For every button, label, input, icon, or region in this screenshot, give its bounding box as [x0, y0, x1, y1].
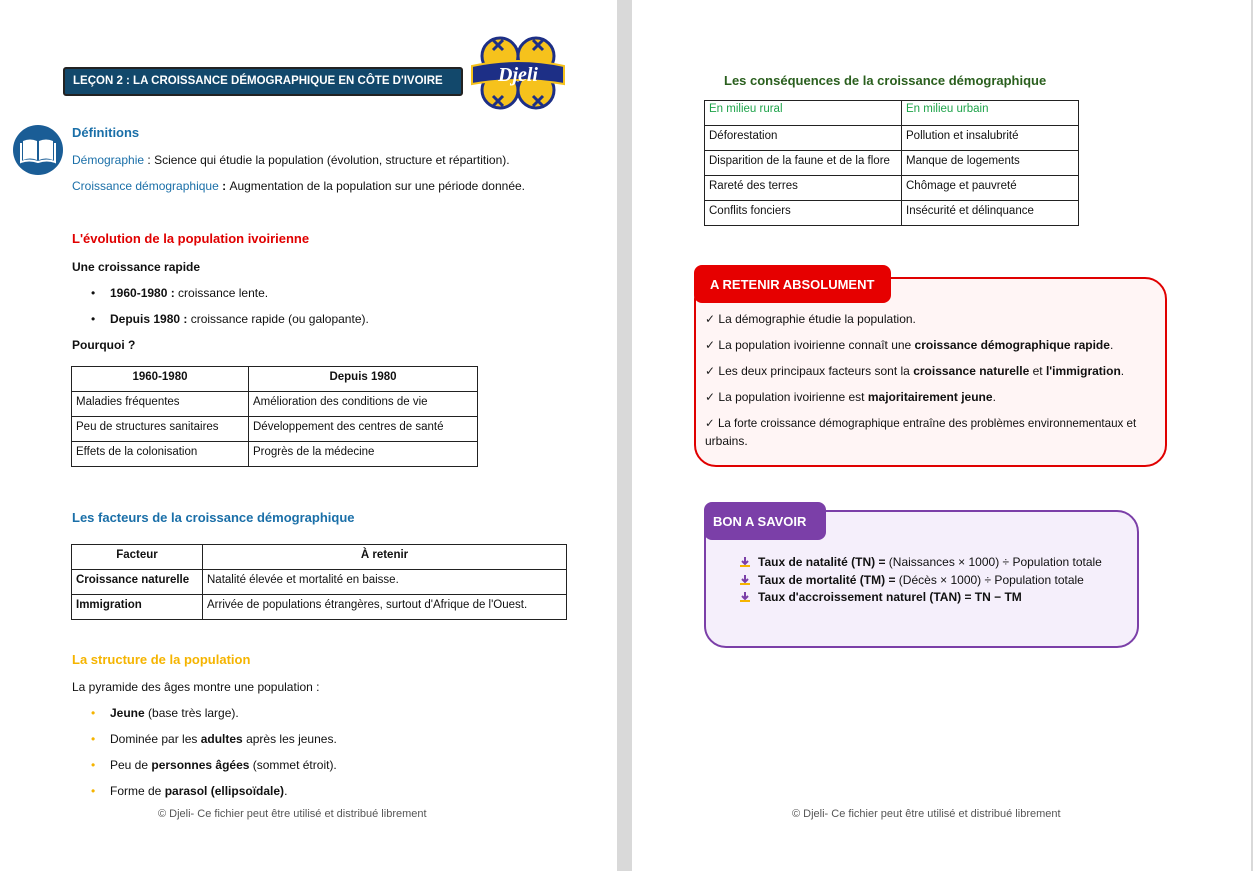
list-item — [110, 312, 369, 327]
table-cell: Manque de logements — [902, 151, 1079, 176]
open-book-icon — [12, 124, 64, 176]
bullet-dot: • — [91, 758, 96, 772]
evolution-heading: L'évolution de la population ivoirienne — [72, 231, 310, 246]
table-header-row — [72, 545, 567, 570]
definition-text: Science qui étudie la population (évolution, structure et répartition). — [154, 153, 510, 167]
page-footer: © Djeli- Ce fichier peut être utilisé et distribué librement — [792, 808, 1061, 820]
table-row — [72, 392, 478, 417]
why-label: Pourquoi ? — [72, 338, 136, 352]
savoir-title: BON A SAVOIR — [704, 502, 826, 540]
table-row — [705, 151, 1079, 176]
bullet-text: Dominée par les — [110, 732, 201, 746]
bullet-text: croissance lente. — [174, 286, 269, 300]
list-item — [110, 758, 337, 773]
table-row — [72, 595, 567, 620]
bullet-text: . — [284, 784, 288, 798]
bullet-dot: • — [91, 312, 96, 326]
table-cell: Disparition de la faune et de la flore — [705, 151, 902, 176]
page-right — [632, 0, 1251, 871]
definitions-heading: Définitions — [72, 125, 140, 140]
table-cell: Progrès de la médecine — [249, 442, 478, 467]
bullet-bold: parasol (ellipsoïdale) — [164, 784, 285, 798]
retenir-title: A RETENIR ABSOLUMENT — [694, 265, 891, 303]
definition-term: Croissance démographique — [72, 179, 219, 193]
definition-item — [72, 153, 510, 168]
table-header: 1960-1980 — [72, 367, 249, 392]
arrow-bullet-icon — [739, 556, 751, 568]
table-row — [705, 126, 1079, 151]
definition-term: Démographie — [72, 153, 145, 167]
check-icon: ✓ — [705, 364, 716, 378]
table-row — [705, 176, 1079, 201]
page-footer: © Djeli- Ce fichier peut être utilisé et distribué librement — [158, 808, 427, 820]
structure-heading: La structure de la population — [72, 652, 251, 667]
retenir-bold: majoritairement jeune — [867, 390, 993, 404]
table-header: En milieu rural — [705, 101, 902, 126]
retenir-bold: l'immigration — [1045, 364, 1121, 378]
bullet-text: croissance rapide (ou galopante). — [187, 312, 369, 326]
check-icon: ✓ — [705, 390, 716, 404]
bullet-dot: • — [91, 286, 96, 300]
list-item — [110, 706, 239, 721]
table-row — [72, 417, 478, 442]
formula-bold: Taux de mortalité (TM) = — [758, 573, 896, 587]
djeli-logo — [470, 32, 566, 114]
retenir-bold: croissance naturelle — [913, 364, 1030, 378]
consequences-heading: Les conséquences de la croissance démographique — [724, 73, 1047, 88]
retenir-text: La population ivoirienne connaît une — [715, 338, 915, 352]
retenir-text-continued: urbains. — [705, 434, 748, 448]
check-icon: ✓ — [705, 338, 716, 352]
bullet-bold: personnes âgées — [151, 758, 250, 772]
definition-item — [72, 179, 525, 194]
evolution-table — [71, 366, 478, 467]
bullet-dot: • — [91, 706, 96, 720]
table-header: Facteur — [72, 545, 203, 570]
list-item — [110, 784, 287, 799]
table-row — [72, 442, 478, 467]
definition-text: Augmentation de la population sur une période donnée. — [229, 179, 525, 193]
formula-item — [758, 555, 1102, 570]
retenir-item — [705, 364, 1124, 379]
table-cell: Maladies fréquentes — [72, 392, 249, 417]
arrow-bullet-icon — [739, 591, 751, 603]
page-left — [0, 0, 617, 871]
table-header-row — [72, 367, 478, 392]
table-row — [72, 570, 567, 595]
retenir-text: Les deux principaux facteurs sont la — [715, 364, 914, 378]
table-cell: Effets de la colonisation — [72, 442, 249, 467]
table-header: Depuis 1980 — [249, 367, 478, 392]
retenir-item — [705, 390, 996, 405]
bullet-text: (base très large). — [144, 706, 239, 720]
retenir-text: . — [1120, 364, 1125, 378]
list-item — [110, 286, 268, 301]
bullet-dot: • — [91, 732, 96, 746]
retenir-item — [705, 338, 1113, 353]
retenir-text: . — [992, 390, 996, 404]
facteurs-table — [71, 544, 567, 620]
check-icon: ✓ — [705, 312, 716, 326]
retenir-item — [705, 312, 916, 327]
bullet-bold: adultes — [200, 732, 243, 746]
check-icon: ✓ — [705, 417, 715, 430]
retenir-bold: croissance démographique rapide — [914, 338, 1110, 352]
table-header: En milieu urbain — [902, 101, 1079, 126]
bullet-bold: 1960-1980 : — [110, 286, 175, 300]
logo-text: Djeli — [498, 64, 538, 86]
formula-bold: Taux d'accroissement naturel (TAN) = TN − TM — [758, 590, 1022, 604]
bullet-bold: Depuis 1980 : — [110, 312, 188, 326]
table-header-row — [705, 101, 1079, 126]
bullet-dot: • — [91, 784, 96, 798]
retenir-text: La démographie étudie la population. — [715, 312, 916, 326]
consequences-table — [704, 100, 1079, 226]
table-header: À retenir — [203, 545, 567, 570]
table-cell: Pollution et insalubrité — [902, 126, 1079, 151]
formula-item — [758, 573, 1084, 588]
definition-sep: : — [144, 153, 155, 167]
retenir-item — [705, 416, 1136, 431]
table-cell: Natalité élevée et mortalité en baisse. — [203, 570, 567, 595]
table-cell: Rareté des terres — [705, 176, 902, 201]
bullet-text: Forme de — [110, 784, 165, 798]
bullet-text: après les jeunes. — [242, 732, 337, 746]
lesson-title-banner: LEÇON 2 : LA CROISSANCE DÉMOGRAPHIQUE EN CÔTE D'IVOIRE — [63, 67, 463, 96]
retenir-text: . — [1109, 338, 1114, 352]
table-cell: Insécurité et délinquance — [902, 201, 1079, 226]
retenir-text: La population ivoirienne est — [715, 390, 868, 404]
formula-text: (Décès × 1000) ÷ Population totale — [895, 573, 1084, 587]
structure-intro: La pyramide des âges montre une population : — [72, 680, 320, 694]
evolution-subheading: Une croissance rapide — [72, 260, 201, 274]
arrow-bullet-icon — [739, 574, 751, 586]
formula-text: (Naissances × 1000) ÷ Population totale — [885, 555, 1102, 569]
table-cell: Déforestation — [705, 126, 902, 151]
table-cell: Arrivée de populations étrangères, surtout d'Afrique de l'Ouest. — [203, 595, 567, 620]
table-cell: Amélioration des conditions de vie — [249, 392, 478, 417]
table-cell: Peu de structures sanitaires — [72, 417, 249, 442]
facteurs-heading: Les facteurs de la croissance démographique — [72, 510, 355, 525]
table-cell: Chômage et pauvreté — [902, 176, 1079, 201]
table-cell: Conflits fonciers — [705, 201, 902, 226]
table-row — [705, 201, 1079, 226]
formula-item — [758, 590, 1022, 605]
table-cell: Immigration — [72, 595, 203, 620]
table-cell: Croissance naturelle — [72, 570, 203, 595]
bullet-bold: Jeune — [110, 706, 145, 720]
bullet-text: (sommet étroit). — [249, 758, 337, 772]
formula-bold: Taux de natalité (TN) = — [758, 555, 886, 569]
retenir-text: La forte croissance démographique entraîne des problèmes environnementaux et — [714, 417, 1137, 430]
definition-sep: : — [218, 179, 230, 193]
list-item — [110, 732, 337, 747]
bullet-text: Peu de — [110, 758, 152, 772]
retenir-text: et — [1029, 364, 1046, 378]
table-cell: Développement des centres de santé — [249, 417, 478, 442]
